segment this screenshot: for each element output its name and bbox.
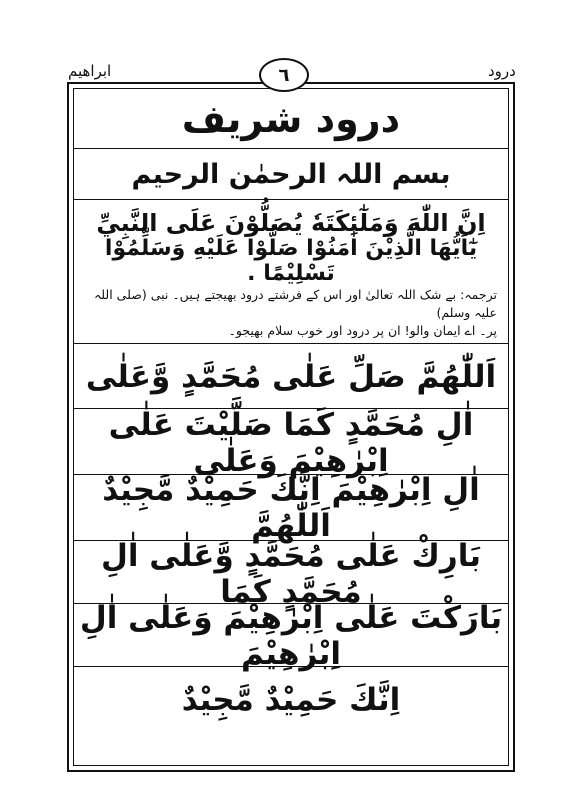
verse-line-1: اِنَّ اللّٰهَ وَمَلٰٓئِكَتَهٗ يُصَلُّوْنَ عَلَى النَّبِيِّ [96,209,486,237]
translation-block [73,286,509,336]
header-left-label: درود [488,62,516,80]
divider [73,199,509,200]
bismillah: بسم اللہ الرحمٰن الرحیم [131,158,451,190]
divider [73,148,509,149]
durood-line: بَارِكْ عَلٰى مُحَمَّدٍ وَّعَلٰى اٰلِ مُحَمَّدٍ كَمَا [100,538,482,610]
divider [73,666,509,667]
page-title: درود شریف [181,97,401,141]
page-number: ٦ [259,58,309,92]
translation-line-2: پر۔ اے ایمان والو! ان پر درود اور خوب سلام بھیجو۔ [228,323,497,338]
translation-line-1: ترجمہ: بے شک اللہ تعالیٰ اور اس کے فرشتے درود بھیجتے ہیں۔ نبی (صلی اللہ علیہ وسلم) [93,287,497,320]
durood-line: اَللّٰهُمَّ صَلِّ عَلٰى مُحَمَّدٍ وَّعَلٰى [85,359,497,395]
durood-line: اِنَّكَ حَمِيْدٌ مَّجِيْدٌ [181,682,401,718]
verse-line-2: يٰٓاَيُّهَا الَّذِيْنَ اٰمَنُوْا صَلُّوْا عَلَيْهِ وَسَلِّمُوْا تَسْلِيْمًا . [104,236,478,286]
divider [73,343,509,344]
durood-line: اٰلِ اِبْرٰهِيْمَ اِنَّكَ حَمِيْدٌ مَّجِيْدٌ اَللّٰهُمَّ [102,472,480,544]
header-right-label: ابراھیم [68,62,112,80]
durood-line: بَارَكْتَ عَلٰى اِبْرٰهِيْمَ وَعَلٰى اٰلِ اِبْرٰهِيْمَ [79,600,503,672]
durood-line: اٰلِ مُحَمَّدٍ كَمَا صَلَّيْتَ عَلٰى اِبْرٰهِيْمَ وَعَلٰى [108,407,474,479]
